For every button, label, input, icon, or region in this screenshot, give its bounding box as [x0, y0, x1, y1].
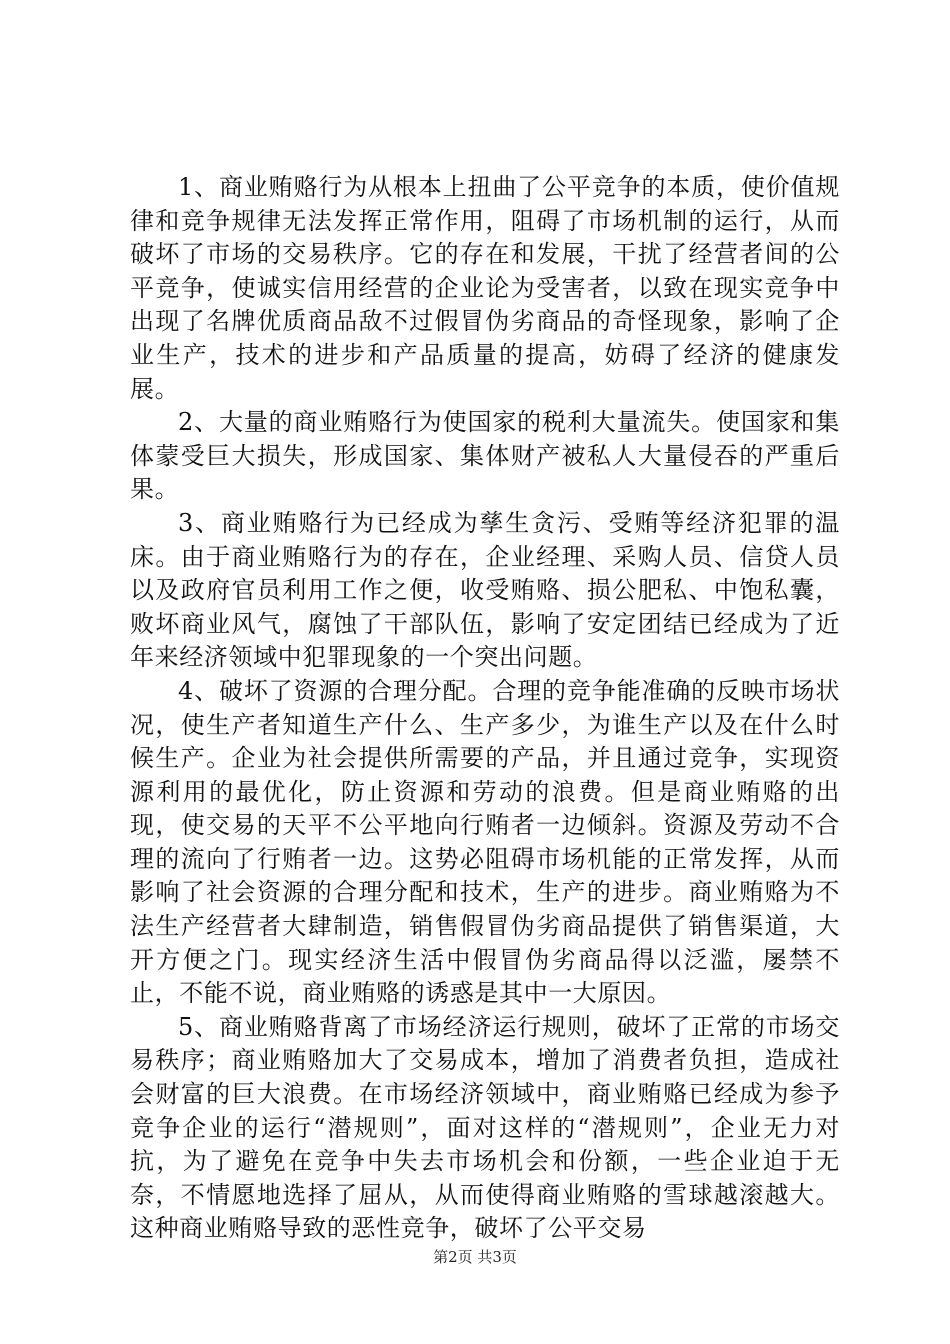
paragraph-1: 1、商业贿赂行为从根本上扭曲了公平竞争的本质，使价值规律和竞争规律无法发挥正常作用，阻碍了市场机制的运行，从而破坏了市场的交易秩序。它的存在和发展，干扰了经营者间的公平竞争，使诚实信用经营的企业论为受害者，以致在现实竞争中出现了名牌优质商品敌不过假冒伪劣商品的奇怪现象，影响了企业生产，技术的进步和产品质量的提高，妨碍了经济的健康发展。: [130, 173, 840, 403]
paragraph-4: 4、破坏了资源的合理分配。合理的竞争能准确的反映市场状况，使生产者知道生产什么、生产多少，为谁生产以及在什么时候生产。企业为社会提供所需要的产品，并且通过竞争，实现资源利用的最优化，防止资源和劳动的浪费。但是商业贿赂的出现，使交易的天平不公平地向行贿者一边倾斜。资源及劳动不合理的流向了行贿者一边。这势必阻碍市场机能的正常发挥，从而影响了社会资源的合理分配和技术，生产的进步。商业贿赂为不法生产经营者大肆制造，销售假冒伪劣商品提供了销售渠道，大开方便之门。现实经济生活中假冒伪劣商品得以泛滥，屡禁不止，不能不说，商业贿赂的诱惑是其中一大原因。: [130, 676, 840, 1008]
paragraph-2: 2、大量的商业贿赂行为使国家的税利大量流失。使国家和集体蒙受巨大损失，形成国家、集体财产被私人大量侵吞的严重后果。: [130, 408, 840, 504]
document-body: [130, 171, 840, 1246]
paragraph-5: 5、商业贿赂背离了市场经济运行规则，破坏了正常的市场交易秩序；商业贿赂加大了交易成本，增加了消费者负担，造成社会财富的巨大浪费。在市场经济领域中，商业贿赂已经成为参予竞争企业的运行“潜规则”，面对这样的“潜规则”，企业无力对抗，为了避免在竞争中失去市场机会和份额，一些企业迫于无奈，不情愿地选择了屈从，从而使得商业贿赂的雪球越滚越大。这种商业贿赂导致的恶性竞争，破坏了公平交易: [130, 1012, 840, 1243]
paragraph-3: 3、商业贿赂行为已经成为孳生贪污、受贿等经济犯罪的温床。由于商业贿赂行为的存在，企业经理、采购人员、信贷人员以及政府官员利用工作之便，收受贿赂、损公肥私、中饱私囊，败坏商业风气，腐蚀了干部队伍，影响了安定团结已经成为了近年来经济领域中犯罪现象的一个突出问题。: [130, 508, 840, 672]
page-number-footer: 第2页 共3页: [433, 1248, 517, 1266]
